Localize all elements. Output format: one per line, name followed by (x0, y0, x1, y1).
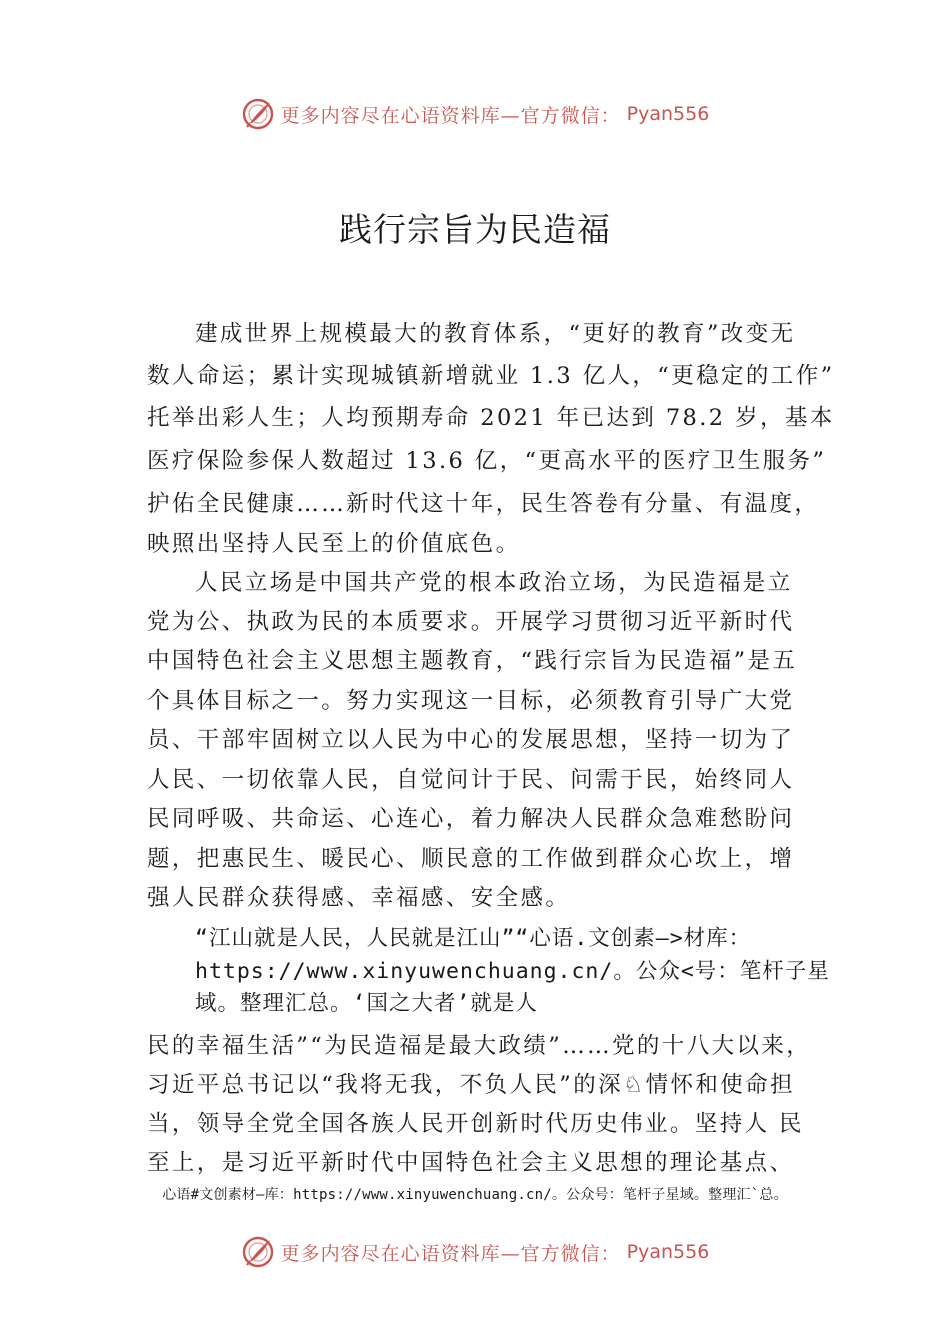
body-line: 数人命运；累计实现城镇新增就业 1.3 亿人，“更稳定的工作” (147, 363, 835, 389)
footer-banner (0, 1232, 950, 1272)
body-line: 强人民群众获得感、幸福感、安全感。 (147, 885, 571, 911)
body-line: 托举出彩人生；人均预期寿命 2021 年已达到 78.2 岁，基本 (147, 405, 835, 431)
body-line: 当，领导全党全国各族人民开创新时代历史伟业。坚持人 民 (147, 1111, 804, 1137)
body-line: https://www.xinyuwenchuang.cn/。公众<号：笔杆子星 (195, 959, 830, 984)
body-line: 题，把惠民生、暖民心、顺民意的工作做到群众心坎上，增 (147, 846, 795, 872)
footer-watermark-text: 心语#文创素材—库：https://www.xinyuwenchuang.cn/。公众号：笔杆子星域。整理汇`总。 (162, 1187, 788, 1203)
body-line: 党为公、执政为民的本质要求。开展学习贯彻习近平新时代 (147, 609, 795, 635)
page-title: 践行宗旨为民造福 (339, 210, 611, 249)
body-line: 域。整理汇总。‘国之大者’就是人 (195, 991, 538, 1016)
body-line: 中国特色社会主义思想主题教育，“践行宗旨为民造福”是五 (147, 648, 798, 674)
body-line: 建成世界上规模最大的教育体系，“更好的教育”改变无 (195, 321, 796, 347)
body-line: 民的幸福生活”“为民造福是最大政绩”……党的十八大以来， (147, 1033, 812, 1059)
header-banner (0, 94, 950, 134)
banner-text: 更多内容尽在心语资料库—官方微信： (280, 1242, 621, 1265)
body-line: “江山就是人民，人民就是江山”“心语.文创素—>材库： (195, 926, 752, 951)
body-line: 至上，是习近平新时代中国特色社会主义思想的理论基点、 (147, 1150, 795, 1176)
body-line: 个具体目标之一。努力实现这一目标，必须教育引导广大党 (147, 688, 795, 714)
body-line: 护佑全民健康……新时代这十年，民生答卷有分量、有温度， (147, 491, 820, 517)
banner-text: 更多内容尽在心语资料库—官方微信： (280, 104, 621, 127)
quill-logo-icon (241, 1235, 275, 1269)
body-line: 医疗保险参保人数超过 13.6 亿，“更高水平的医疗卫生服务” (147, 448, 827, 474)
body-line: 习近平总书记以“我将无我，不负人民”的深♘情怀和使命担 (147, 1072, 795, 1098)
body-line: 映照出坚持人民至上的价值底色。 (147, 531, 521, 557)
body-line: 人民立场是中国共产党的根本政治立场，为民造福是立 (195, 570, 793, 596)
body-line: 人民、一切依靠人民，自觉问计于民、问需于民，始终同人 (147, 767, 795, 793)
body-line: 员、干部牢固树立以人民为中心的发展思想，坚持一切为了 (147, 727, 795, 753)
quill-logo-icon (241, 97, 275, 131)
body-line: 民同呼吸、共命运、心连心，着力解决人民群众急难愁盼问 (147, 806, 795, 832)
banner-wechat-id: Pyan556 (626, 1241, 710, 1263)
banner-wechat-id: Pyan556 (626, 103, 710, 125)
